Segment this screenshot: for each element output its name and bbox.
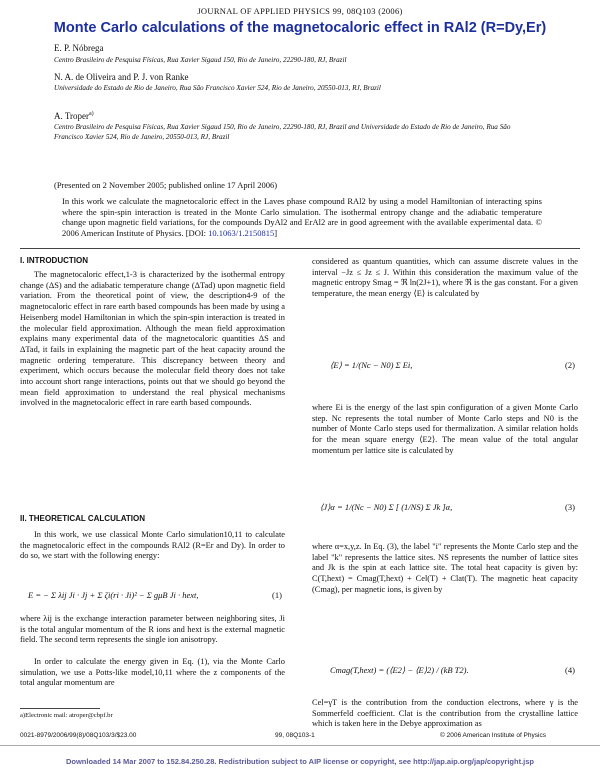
equation-2: ⟨E⟩ = 1/(Nc − N0) Σ Ei, [330,360,413,370]
equation-1-number: (1) [272,590,282,600]
after-eq1-paragraph: where λij is the exchange interaction parameter between neighboring sites, Ji is the total angular momentum of the R ions and hext is the external magnetic field. The second term represents the single ion anisotropy. [20,614,285,645]
affiliation-1: Centro Brasileiro de Pesquisa Físicas, Rua Xavier Sigaud 150, Rio de Janeiro, 22290-180, RJ, Brazil [54,56,347,64]
author-3-sup: a) [89,111,94,117]
theory-paragraph-1: In this work, we use classical Monte Carlo simulation10,11 to calculate the magnetocaloric effect in the compounds RAl2 (R=Er and Dy). In order to do so, we start with the following energy: [20,530,285,561]
doi-suffix: ] [274,227,278,238]
bottom-issn: 0021-8979/2006/99(8)/08Q103/3/$23.00 [20,732,137,739]
journal-header: JOURNAL OF APPLIED PHYSICS 99, 08Q103 (2006) [197,6,403,16]
right-paragraph-2: where Ei is the energy of the last spin configuration of a given Monte Carlo step. Nc represents the total number of Monte Carlo steps and N0 is the number of Monte Carlo steps used for thermalization. A similar relation holds for the mean square energy ⟨E2⟩. The mean value of the total angular momentum per lattice site is calculated by [312,403,578,455]
abstract-divider [20,248,580,249]
bottom-copyright: © 2006 American Institute of Physics [440,732,546,739]
equation-3: ⟨J⟩α = 1/(Nc − N0) Σ [ (1/NS) Σ Jk ]α, [320,502,453,512]
equation-4: Cmag(T,hext) = (⟨E2⟩ − ⟨E⟩2) / (kB T2). [330,665,469,675]
section-theory-heading: II. THEORETICAL CALCULATION [20,514,146,523]
equation-3-number: (3) [565,502,575,512]
affiliation-3: Centro Brasileiro de Pesquisa Físicas, Rua Xavier Sigaud 150, Rio de Janeiro, 22290-180, RJ, Brazil and Universidade do Estado de Rio de Janeiro, Rua São Francisco Xavier 524, Rio de Janeiro, 20550-013, RJ, Brazil [54,123,511,141]
download-notice[interactable]: Downloaded 14 Mar 2007 to 152.84.250.28. Redistribution subject to AIP license or copyright, see http://jap.aip.org/jap/copyright.jsp [65,757,535,766]
equation-2-number: (2) [565,360,575,370]
theory-paragraph-2: In order to calculate the energy given in Eq. (1), via the Monte Carlo simulation, we use a Potts-like model,10,11 where the z components of the total angular momentum are [20,657,285,688]
author-2: N. A. de Oliveira and P. J. von Ranke [54,72,189,82]
intro-paragraph: The magnetocaloric effect,1-3 is characterized by the isothermal entropy change (ΔS) and the adiabatic temperature change (ΔTad) upon magnetic field variation. From the theoretical point of view, the description4-9 of the magnetocaloric effect in rare earth based compounds has been made by using a Heisenberg model Hamiltonian in which the spin-spin interaction is treated in the molecular field approximation. Although the mean field approximation explains many experimental data of the magnetocaloric quantities ΔS and ΔTad, it fails in explaining the magnetic part of the heat capacity around the magnetic ordering temperature. This discrepancy between theory and experiment, which occurs because the molecular field theory does not take into account short range interactions, points out that we should go beyond the mean field approximation to understand the real physical mechanisms involved in the magnetocaloric effect in rare earth based compounds. [20,270,285,408]
right-paragraph-4: Cel=γT is the contribution from the conduction electrons, where γ is the Sommerfeld coefficient. Clat is the contribution from the crystalline lattice which is taken here in the Debye approximation as [312,698,578,729]
footnote-divider [20,708,100,709]
presented-date: (Presented on 2 November 2005; published online 17 April 2006) [54,180,278,190]
equation-4-number: (4) [565,665,575,675]
doi-link[interactable]: 10.1063/1.2150815 [208,227,275,238]
abstract [62,196,542,238]
author-1: E. P. Nóbrega [54,43,104,53]
bottom-divider [0,745,600,746]
doi-prefix: [DOI: [185,227,209,238]
affiliation-2: Universidade do Estado de Rio de Janeiro, Rua São Francisco Xavier 524, Rio de Janeiro, 20550-013, RJ, Brazil [54,84,381,92]
right-paragraph-3: where α=x,y,z. In Eq. (3), the label "i" represents the Monte Carlo step and the label "k" represents the lattice sites. NS represents the number of lattice sites and Jk is the spin at each lattice site. The total heat capacity is given by: C(T,hext) = Cmag(T,hext) + Cel(T) + Clat(T). The magnetic heat capacity (Cmag), per magnetic ions, is given by [312,542,578,594]
paper-title: Monte Carlo calculations of the magnetocaloric effect in RAl2 (R=Dy,Er) [53,20,547,36]
section-intro-heading: I. INTRODUCTION [20,256,88,265]
author-3: A. Troper$^{a)}$ [54,111,94,121]
right-paragraph-1: considered as quantum quantities, which can assume discrete values in the interval −Jz ≤ Jz ≤ J. Within this consideration the maximum value of the magnetic entropy Smag = ℜ ln(2J+1), where ℜ is the gas constant. For a given temperature, the mean energy ⟨E⟩ is calculated by [312,257,578,299]
abstract-text: In this work we calculate the magnetocaloric effect in the Laves phase compound RAl2 by using a model Hamiltonian of interacting spins where the spin-spin interaction is treated in the Monte Carlo simulation. The isothermal entropy change and the adiabatic temperature change upon magnetic field variations, for the compounds DyAl2 and ErAl2 are in good agreement with the available experimental data. © 2006 American Institute of Physics. [62,196,542,238]
equation-1: E = − Σ λij Ji · Jj + Σ ζi(ri · Ji)² − Σ gμB Ji · hext, [28,590,199,600]
bottom-page-number: 99, 08Q103-1 [275,732,315,739]
footnote: a)Electronic mail: atroper@cbpf.br [20,712,113,719]
